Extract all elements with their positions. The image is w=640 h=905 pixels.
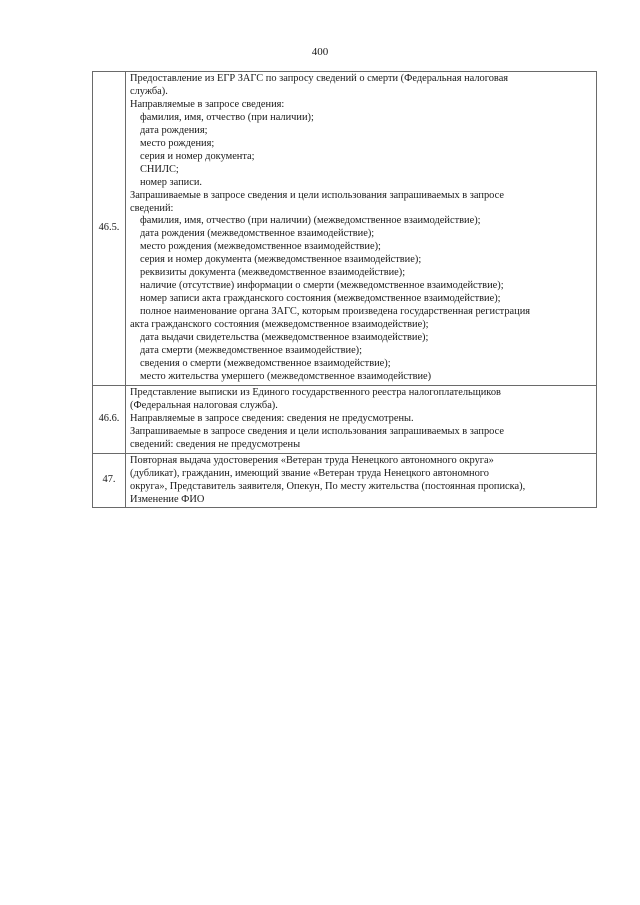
- description-line: место рождения;: [140, 137, 215, 149]
- row-number: 46.5.: [93, 72, 126, 386]
- description-line: (дубликат), гражданин, имеющий звание «Ветеран труда Ненецкого автономного: [130, 467, 490, 479]
- row-number: 47.: [93, 453, 126, 508]
- description-line: Направляемые в запросе сведения:: [130, 98, 285, 110]
- table-row: [93, 385, 597, 453]
- description-line: сведений:: [130, 202, 174, 214]
- page-number: 400: [311, 46, 329, 58]
- description-line: дата выдачи свидетельства (межведомственное взаимодействие);: [140, 332, 429, 344]
- row-description: [126, 72, 597, 386]
- description-line: номер записи акта гражданского состояния (межведомственное взаимодействие);: [140, 293, 501, 305]
- description-line: Представление выписки из Единого государственного реестра налогоплательщиков: [130, 386, 501, 398]
- description-line: Изменение ФИО: [130, 493, 205, 505]
- description-line: дата рождения;: [140, 124, 208, 136]
- table-row: [93, 72, 597, 386]
- description-line: фамилия, имя, отчество (при наличии) (межведомственное взаимодействие);: [140, 215, 481, 227]
- description-line: серия и номер документа;: [140, 150, 255, 162]
- description-line: Направляемые в запросе сведения: сведения не предусмотрены.: [130, 412, 414, 424]
- description-line: сведения о смерти (межведомственное взаимодействие);: [140, 357, 391, 369]
- services-table: [92, 71, 597, 508]
- description-line: фамилия, имя, отчество (при наличии);: [140, 111, 314, 123]
- row-number: 46.6.: [93, 385, 126, 453]
- row-description: [126, 453, 597, 508]
- description-line: сведений: сведения не предусмотрены: [130, 438, 301, 450]
- description-line: СНИЛС;: [140, 163, 179, 175]
- description-line: Запрашиваемые в запросе сведения и цели использования запрашиваемых в запросе: [130, 189, 504, 201]
- description-line: полное наименование органа ЗАГС, которым произведена государственная регистрация: [140, 306, 531, 318]
- description-line: Предоставление из ЕГР ЗАГС по запросу сведений о смерти (Федеральная налоговая: [130, 73, 509, 84]
- description-line: Повторная выдача удостоверения «Ветеран труда Ненецкого автономного округа»: [130, 454, 494, 466]
- table-row: [93, 453, 597, 508]
- description-line: округа», Представитель заявителя, Опекун, По месту жительства (постоянная прописка),: [130, 480, 526, 492]
- description-line: наличие (отсутствие) информации о смерти (межведомственное взаимодействие);: [140, 280, 504, 292]
- description-line: место рождения (межведомственное взаимодействие);: [140, 241, 381, 253]
- description-line: место жительства умершего (межведомственное взаимодействие): [140, 370, 432, 382]
- row-description: [126, 385, 597, 453]
- description-line: номер записи.: [140, 176, 203, 188]
- description-line: реквизиты документа (межведомственное взаимодействие);: [140, 267, 406, 279]
- description-line: дата смерти (межведомственное взаимодействие);: [140, 345, 363, 357]
- description-line: акта гражданского состояния (межведомственное взаимодействие);: [130, 319, 429, 331]
- description-line: дата рождения (межведомственное взаимодействие);: [140, 228, 375, 240]
- description-line: серия и номер документа (межведомственное взаимодействие);: [140, 254, 422, 266]
- description-line: Запрашиваемые в запросе сведения и цели использования запрашиваемых в запросе: [130, 425, 504, 437]
- table-body: [93, 72, 597, 508]
- description-line: (Федеральная налоговая служба).: [130, 399, 278, 411]
- description-line: служба).: [130, 85, 168, 97]
